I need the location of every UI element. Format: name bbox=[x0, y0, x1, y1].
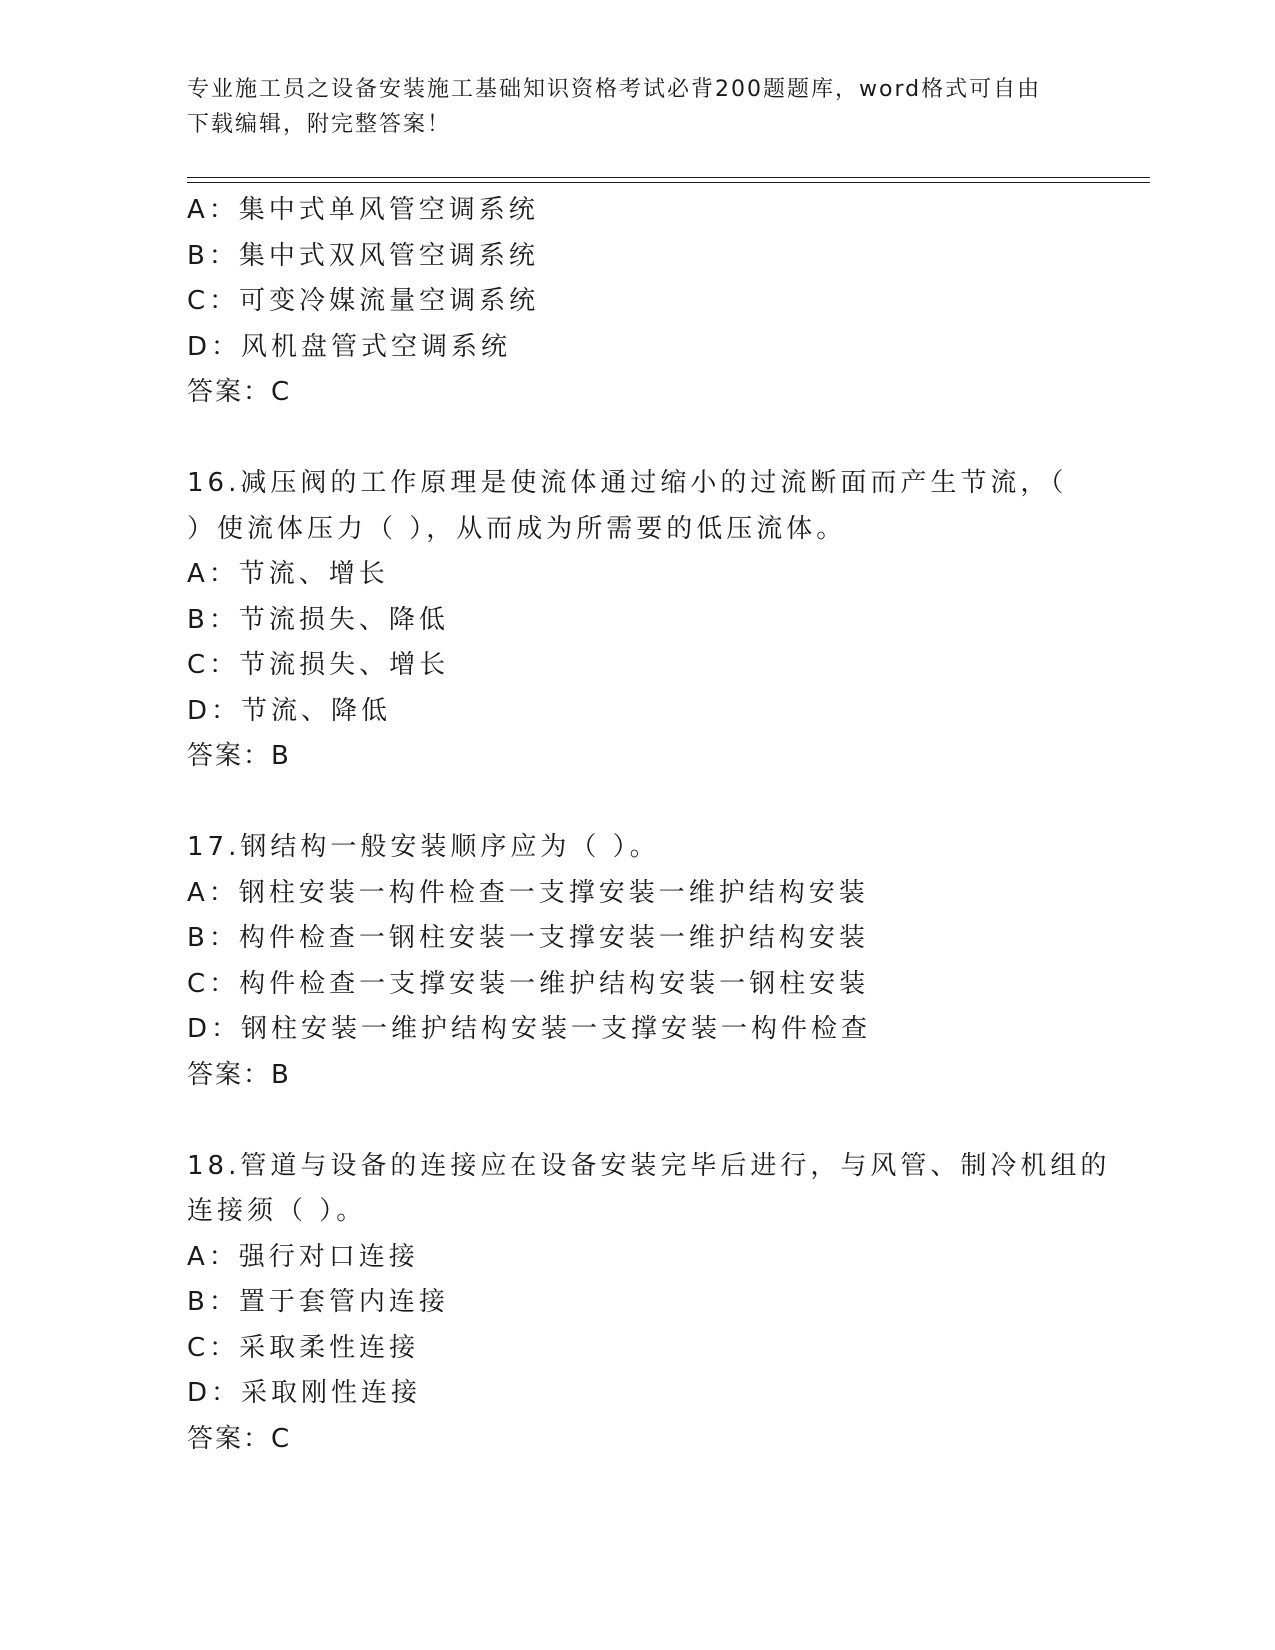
option-a: A：集中式单风管空调系统 bbox=[187, 195, 539, 225]
answer-line: 答案：C bbox=[187, 1423, 292, 1454]
question-18 bbox=[187, 1144, 1111, 1463]
question-stem-line-2: ）使流体压力（ ），从而成为所需要的低压流体。 bbox=[187, 513, 847, 544]
answer-line: 答案：C bbox=[187, 377, 292, 407]
option-d: D：节流、降低 bbox=[187, 695, 392, 726]
option-c: C：采取柔性连接 bbox=[187, 1332, 420, 1363]
question-15 bbox=[187, 188, 1087, 416]
header-line-2: 下载编辑，附完整答案！ bbox=[187, 112, 452, 137]
question-gap bbox=[187, 416, 1087, 462]
option-a: A：钢柱安装一构件检查一支撑安装一维护结构安装 bbox=[187, 877, 869, 908]
option-a: A：节流、增长 bbox=[187, 559, 389, 589]
question-stem-line-1: 18.管道与设备的连接应在设备安装完毕后进行，与风管、制冷机组的 bbox=[187, 1150, 1111, 1181]
option-c: C：节流损失、增长 bbox=[187, 650, 450, 680]
option-b: B：构件检查一钢柱安装一支撑安装一维护结构安装 bbox=[187, 923, 869, 953]
option-c: C：可变冷媒流量空调系统 bbox=[187, 286, 540, 316]
option-d: D：风机盘管式空调系统 bbox=[187, 331, 512, 362]
question-gap bbox=[187, 780, 1087, 826]
document-header bbox=[187, 72, 1067, 142]
question-list bbox=[187, 188, 1111, 1462]
question-16 bbox=[187, 461, 1087, 780]
answer-line: 答案：B bbox=[187, 1059, 291, 1090]
option-a: A：强行对口连接 bbox=[187, 1241, 419, 1272]
question-stem-line-1: 16.减压阀的工作原理是使流体通过缩小的过流断面而产生节流，（ bbox=[187, 468, 1068, 498]
question-stem-line-1: 17.钢结构一般安装顺序应为（ ）。 bbox=[187, 832, 660, 862]
answer-line: 答案：B bbox=[187, 741, 291, 771]
option-b: B：集中式双风管空调系统 bbox=[187, 240, 539, 271]
option-c: C：构件检查一支撑安装一维护结构安装一钢柱安装 bbox=[187, 968, 870, 999]
option-d: D：采取刚性连接 bbox=[187, 1378, 422, 1408]
option-d: D：钢柱安装一维护结构安装一支撑安装一构件检查 bbox=[187, 1014, 872, 1044]
header-divider-bottom bbox=[187, 182, 1150, 183]
question-gap bbox=[187, 1098, 1087, 1144]
option-b: B：节流损失、降低 bbox=[187, 604, 449, 635]
question-17 bbox=[187, 825, 1087, 1098]
option-b: B：置于套管内连接 bbox=[187, 1287, 449, 1317]
header-line-1: 专业施工员之设备安装施工基础知识资格考试必背200题题库，word格式可自由 bbox=[187, 77, 1042, 102]
question-stem-line-2: 连接须（ ）。 bbox=[187, 1196, 367, 1226]
header-divider-top bbox=[187, 177, 1150, 178]
